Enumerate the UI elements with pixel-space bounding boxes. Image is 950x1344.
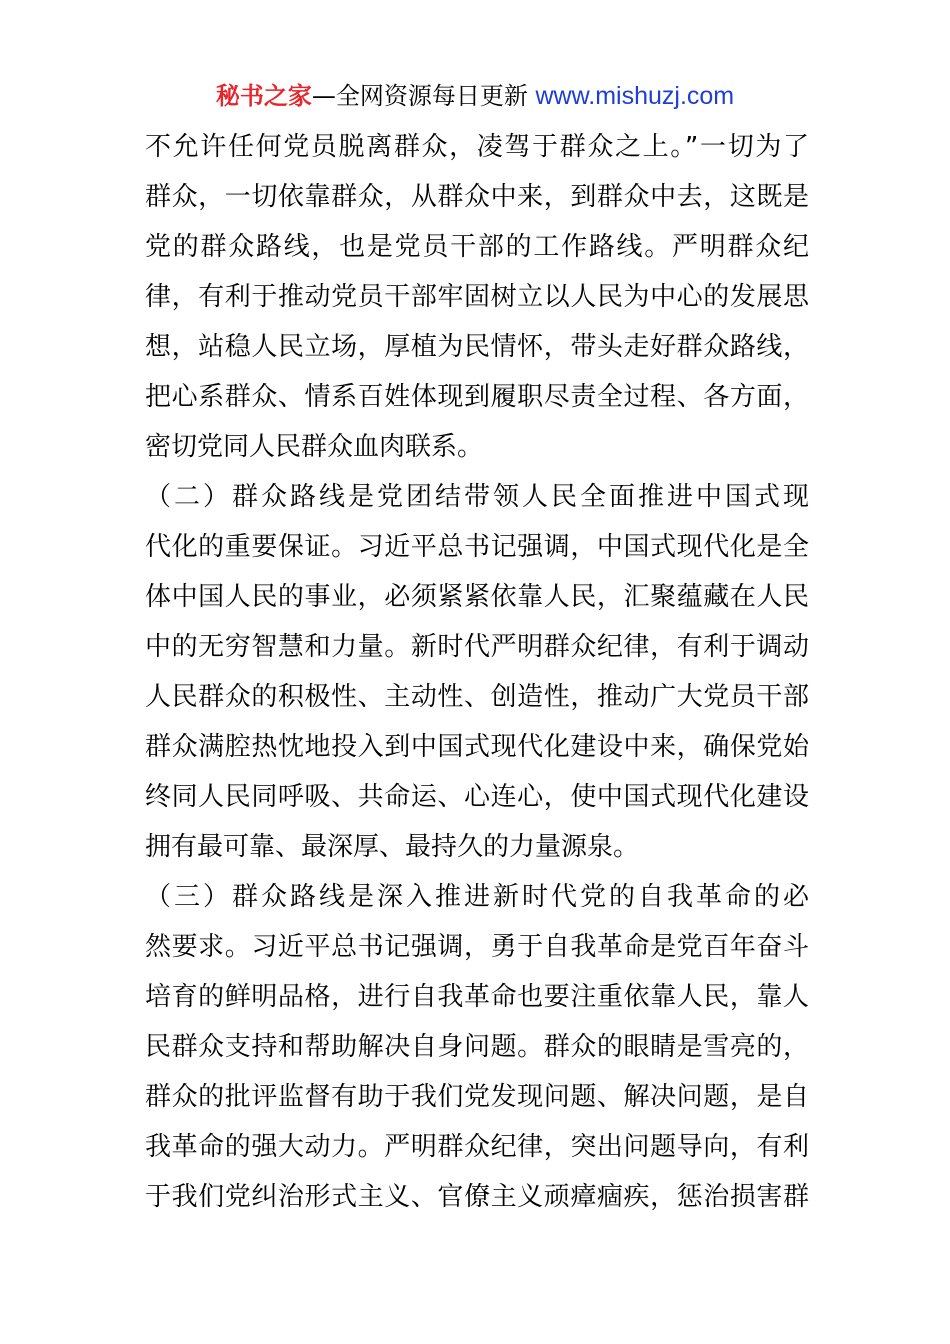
brand-name: 秘书之家 [215,82,312,110]
text-line: 拥有最可靠、最深厚、最持久的力量源泉。 [145,832,640,862]
document-body [145,122,809,1222]
text-line: 把心系群众、情系百姓体现到履职尽责全过程、各方面， [145,382,809,412]
text-line: 党的群众路线，也是党员干部的工作路线。严明群众纪 [145,232,809,262]
site-url-link[interactable]: www.mishuzj.com [535,82,735,110]
text-line: 人民群众的积极性、主动性、创造性，推动广大党员干部 [145,682,809,712]
text-line: 培育的鲜明品格，进行自我革命也要注重依靠人民，靠人 [145,982,809,1012]
text-line: 于我们党纠治形式主义、官僚主义顽瘴痼疾，惩治损害群 [145,1182,809,1212]
text-line: 我革命的强大动力。严明群众纪律，突出问题导向，有利 [145,1132,809,1162]
text-line: 终同人民同呼吸、共命运、心连心，使中国式现代化建设 [145,782,809,812]
header-tagline: —全网资源每日更新 [311,82,536,110]
text-line: 群众的批评监督有助于我们党发现问题、解决问题，是自 [145,1082,809,1112]
text-line: 代化的重要保证。习近平总书记强调，中国式现代化是全 [145,532,809,562]
page-header [0,79,950,113]
text-line: 想，站稳人民立场，厚植为民情怀，带头走好群众路线， [145,332,809,362]
text-line: 密切党同人民群众血肉联系。 [145,432,484,462]
text-line: 群众满腔热忱地投入到中国式现代化建设中来，确保党始 [145,732,809,762]
text-line: 律，有利于推动党员干部牢固树立以人民为中心的发展思 [145,282,809,312]
text-line: 民群众支持和帮助解决自身问题。群众的眼睛是雪亮的， [145,1032,809,1062]
text-line: 中的无穷智慧和力量。新时代严明群众纪律，有利于调动 [145,632,809,662]
text-line: 群众，一切依靠群众，从群众中来，到群众中去，这既是 [145,182,809,212]
text-line: 不允许任何党员脱离群众，凌驾于群众之上。”一切为了 [145,132,809,162]
text-line: 然要求。习近平总书记强调，勇于自我革命是党百年奋斗 [145,932,809,962]
section-heading-line: （二）群众路线是党团结带领人民全面推进中国式现 [145,482,809,512]
section-heading-line: （三）群众路线是深入推进新时代党的自我革命的必 [145,882,809,912]
text-line: 体中国人民的事业，必须紧紧依靠人民，汇聚蕴藏在人民 [145,582,809,612]
